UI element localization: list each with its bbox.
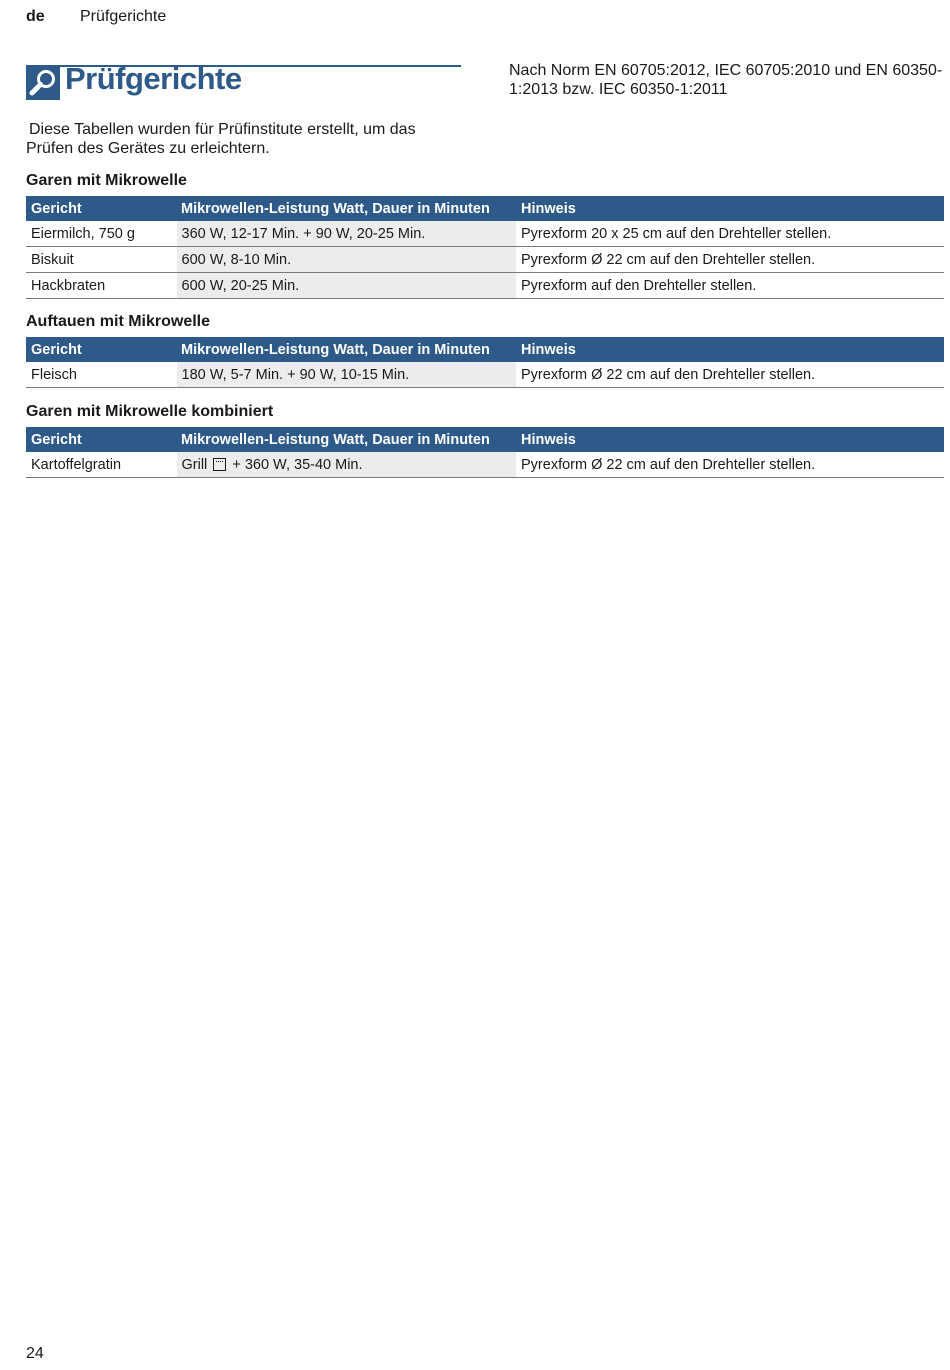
column-header-note: Hinweis bbox=[516, 196, 944, 221]
section-title-kombiniert: Garen mit Mikrowelle kombiniert bbox=[26, 403, 274, 420]
page-title: Prüfgerichte bbox=[65, 61, 242, 96]
norm-reference: Nach Norm EN 60705:2012, IEC 60705:2010 und EN 60350-1:2013 bzw. IEC 60350-1:2011 bbox=[509, 62, 943, 98]
table-garen-mikrowelle bbox=[26, 196, 944, 299]
table-row bbox=[26, 247, 944, 273]
table-header-row bbox=[26, 337, 944, 362]
running-header: Prüfgerichte bbox=[80, 8, 167, 25]
table-row bbox=[26, 362, 944, 388]
table-row bbox=[26, 273, 944, 299]
page-number: 24 bbox=[26, 1345, 44, 1362]
power-prefix: Grill bbox=[181, 456, 208, 473]
column-header-power: Mikrowellen-Leistung Watt, Dauer in Minuten bbox=[176, 337, 516, 362]
intro-text: Diese Tabellen wurden für Prüfinstitute erstellt, um das Prüfen des Gerätes zu erleichtern. bbox=[26, 121, 416, 157]
column-header-dish: Gericht bbox=[26, 196, 176, 221]
cell-power: 600 W, 20-25 Min. bbox=[176, 273, 516, 299]
table-row bbox=[26, 452, 944, 478]
grill-icon bbox=[213, 458, 226, 471]
table-header-row bbox=[26, 427, 944, 452]
cell-dish: Fleisch bbox=[26, 362, 176, 388]
cell-dish: Kartoffelgratin bbox=[26, 452, 176, 478]
cell-note: Pyrexform 20 x 25 cm auf den Drehteller stellen. bbox=[516, 221, 944, 247]
table-garen-kombiniert bbox=[26, 427, 944, 478]
cell-note: Pyrexform Ø 22 cm auf den Drehteller stellen. bbox=[516, 362, 944, 388]
section-title-auftauen: Auftauen mit Mikrowelle bbox=[26, 313, 211, 330]
table-auftauen-mikrowelle bbox=[26, 337, 944, 388]
column-header-note: Hinweis bbox=[516, 427, 944, 452]
language-code: de bbox=[26, 8, 45, 25]
section-title-garen: Garen mit Mikrowelle bbox=[26, 172, 187, 189]
column-header-dish: Gericht bbox=[26, 427, 176, 452]
column-header-note: Hinweis bbox=[516, 337, 944, 362]
magnifier-icon bbox=[26, 66, 60, 100]
cell-note: Pyrexform auf den Drehteller stellen. bbox=[516, 273, 944, 299]
column-header-power: Mikrowellen-Leistung Watt, Dauer in Minuten bbox=[176, 196, 516, 221]
cell-power: 600 W, 8-10 Min. bbox=[176, 247, 516, 273]
table-row bbox=[26, 221, 944, 247]
cell-note: Pyrexform Ø 22 cm auf den Drehteller stellen. bbox=[516, 452, 944, 478]
table-header-row bbox=[26, 196, 944, 221]
column-header-power: Mikrowellen-Leistung Watt, Dauer in Minuten bbox=[176, 427, 516, 452]
cell-power bbox=[176, 452, 516, 478]
cell-power: 360 W, 12-17 Min. + 90 W, 20-25 Min. bbox=[176, 221, 516, 247]
cell-power: 180 W, 5-7 Min. + 90 W, 10-15 Min. bbox=[176, 362, 516, 388]
cell-note: Pyrexform Ø 22 cm auf den Drehteller stellen. bbox=[516, 247, 944, 273]
cell-dish: Biskuit bbox=[26, 247, 176, 273]
power-suffix: + 360 W, 35-40 Min. bbox=[232, 456, 363, 473]
cell-dish: Hackbraten bbox=[26, 273, 176, 299]
cell-dish: Eiermilch, 750 g bbox=[26, 221, 176, 247]
column-header-dish: Gericht bbox=[26, 337, 176, 362]
